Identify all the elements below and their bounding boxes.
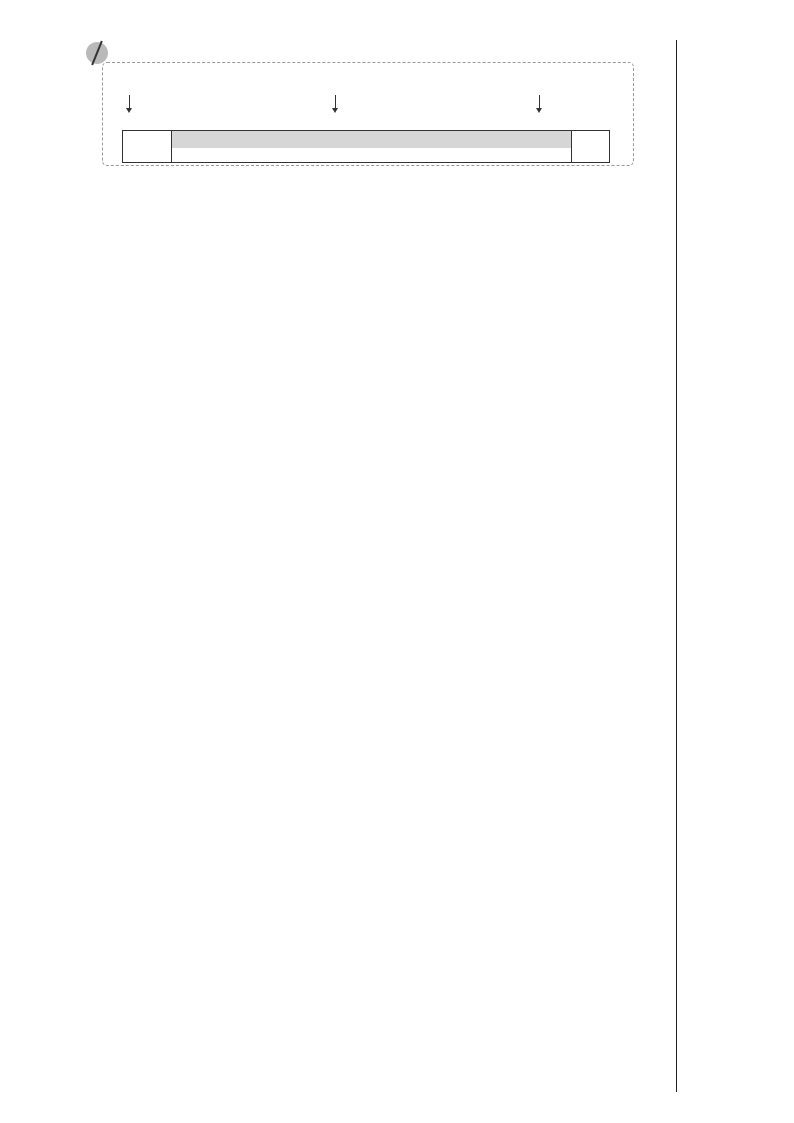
margin-divider	[676, 40, 677, 1092]
down-arrow-icon	[539, 95, 540, 110]
time-ruler-figure	[86, 42, 634, 166]
tomorrow-divider	[571, 131, 572, 162]
down-arrow-icon	[335, 95, 336, 110]
time-ruler	[122, 130, 610, 163]
hour-numbers-row	[166, 132, 580, 148]
clock-numbers-row	[104, 114, 592, 130]
lesson-body	[58, 36, 670, 169]
yesterday-divider	[171, 131, 172, 162]
down-arrow-icon	[129, 95, 130, 110]
